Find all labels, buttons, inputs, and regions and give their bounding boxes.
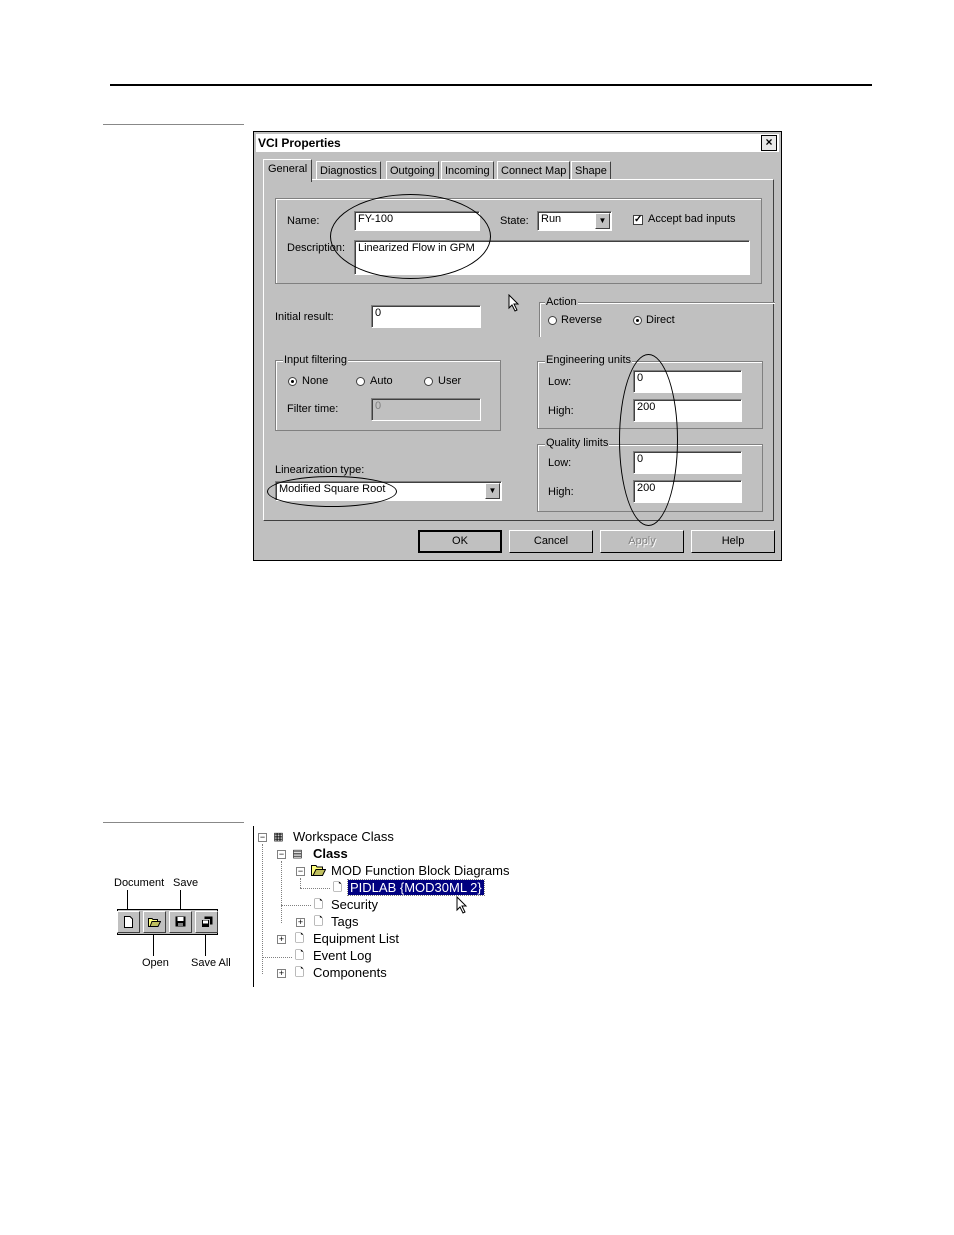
quality-low-input[interactable]: 0	[633, 451, 742, 474]
help-button[interactable]	[691, 530, 775, 553]
action-direct-radio[interactable]	[633, 316, 642, 325]
tab-shape[interactable]: Shape	[571, 161, 611, 180]
cancel-button[interactable]	[509, 530, 593, 553]
mouse-cursor-icon	[456, 896, 468, 914]
tab-incoming[interactable]: Incoming	[441, 161, 494, 180]
annotation-ellipse	[619, 354, 678, 526]
save-button[interactable]	[169, 911, 192, 933]
callout-line	[205, 934, 206, 956]
document-icon: 🗋	[295, 950, 304, 962]
filter-user-label: User	[438, 375, 462, 387]
tree-connector	[300, 878, 301, 888]
tree-connector	[281, 905, 311, 906]
state-value: Run	[541, 213, 562, 225]
initial-result-label: Initial result:	[275, 311, 334, 323]
callout-line	[153, 934, 154, 956]
tree-item-equipment-list[interactable]: Equipment List	[313, 931, 399, 946]
eng-high-input[interactable]: 200	[633, 399, 742, 422]
open-button[interactable]	[143, 911, 166, 933]
page-top-rule	[110, 84, 872, 86]
tab-outgoing[interactable]: Outgoing	[386, 161, 439, 180]
save-callout: Save	[173, 877, 199, 889]
filter-none-label: None	[302, 375, 329, 387]
description-input[interactable]: Linearized Flow in GPM	[354, 240, 750, 275]
filter-time-input[interactable]: 0	[371, 398, 481, 421]
eng-low-input[interactable]: 0	[633, 370, 742, 393]
tab-connect-map[interactable]: Connect Map	[497, 161, 570, 180]
document-icon: 🗋	[333, 882, 342, 894]
save-all-icon	[201, 916, 213, 928]
action-legend: Action	[546, 296, 577, 308]
tree-connector	[262, 957, 292, 958]
expand-toggle[interactable]: +	[278, 968, 285, 978]
accept-bad-inputs-checkbox[interactable]: ✓	[634, 214, 643, 225]
general-tab-panel	[263, 179, 774, 521]
action-reverse-radio[interactable]	[548, 316, 557, 325]
state-label: State:	[500, 215, 529, 227]
apply-button[interactable]	[600, 530, 684, 553]
filter-auto-label: Auto	[370, 375, 393, 387]
workspace-icon: ▦	[273, 831, 284, 843]
ok-button-label: OK	[452, 535, 468, 547]
figure-side-rule	[103, 822, 244, 823]
document-icon: 🗋	[314, 899, 323, 911]
class-icon: ▤	[292, 848, 303, 860]
help-button-label: Help	[721, 535, 745, 547]
quality-high-label: High:	[548, 486, 574, 498]
filter-time-label: Filter time:	[287, 403, 339, 415]
tree-item-tags[interactable]: Tags	[331, 914, 359, 929]
annotation-ellipse	[267, 476, 397, 507]
input-filtering-legend: Input filtering	[284, 354, 347, 366]
document-callout: Document	[114, 877, 165, 889]
accept-bad-inputs-label: Accept bad inputs	[648, 213, 736, 225]
ok-button[interactable]	[418, 530, 502, 553]
expand-toggle[interactable]: +	[278, 934, 285, 944]
linearization-type-value: Modified Square Root	[279, 483, 386, 495]
callout-line	[180, 890, 181, 910]
engineering-units-legend: Engineering units	[546, 354, 632, 366]
collapse-toggle[interactable]: −	[297, 866, 304, 876]
filter-auto-radio[interactable]	[356, 377, 365, 386]
document-icon: 🗋	[295, 933, 304, 945]
tree-connector	[281, 861, 282, 923]
tree-pane-border	[253, 826, 254, 987]
description-label: Description:	[287, 242, 346, 254]
name-label: Name:	[287, 215, 320, 227]
tree-connector	[262, 844, 263, 974]
callout-line	[127, 890, 128, 910]
linearization-type-label: Linearization type:	[275, 464, 365, 476]
new-document-button[interactable]	[117, 911, 140, 933]
action-reverse-label: Reverse	[561, 314, 602, 326]
title-bar	[256, 134, 779, 152]
quality-high-input[interactable]: 200	[633, 480, 742, 503]
dialog-title: VCI Properties	[258, 136, 341, 150]
eng-low-label: Low:	[548, 376, 572, 388]
annotation-ellipse	[330, 194, 491, 279]
expand-toggle[interactable]: +	[297, 917, 304, 927]
tree-item-components[interactable]: Components	[313, 965, 387, 980]
eng-high-label: High:	[548, 405, 574, 417]
folder-open-icon	[311, 864, 326, 876]
close-button[interactable]: ×	[761, 135, 777, 151]
quality-limits-legend: Quality limits	[546, 437, 609, 449]
filter-user-radio[interactable]	[424, 377, 433, 386]
tree-item-security[interactable]: Security	[331, 897, 378, 912]
tree-item-event-log[interactable]: Event Log	[313, 948, 372, 963]
name-input[interactable]: FY-100	[354, 211, 480, 231]
tree-connector	[300, 888, 330, 889]
state-select[interactable]	[537, 211, 612, 231]
chevron-down-icon[interactable]: ▼	[595, 213, 610, 229]
figure-side-rule	[103, 124, 244, 125]
collapse-toggle[interactable]: −	[259, 832, 266, 842]
collapse-toggle[interactable]: −	[278, 849, 285, 859]
initial-result-input[interactable]: 0	[371, 305, 481, 328]
tab-general[interactable]: General	[263, 159, 312, 182]
mouse-cursor-icon	[508, 294, 520, 312]
tree-item-mod-function-block-diagrams[interactable]: MOD Function Block Diagrams	[331, 863, 510, 878]
tree-item-pidlab[interactable]: PIDLAB {MOD30ML 2}	[350, 880, 482, 895]
vci-properties-dialog	[253, 131, 782, 561]
open-callout: Open	[142, 957, 169, 969]
action-direct-label: Direct	[646, 314, 675, 326]
document-icon: 🗋	[295, 967, 304, 979]
document-icon: 🗋	[314, 916, 323, 928]
filter-none-radio[interactable]	[288, 377, 297, 386]
folder-open-icon	[148, 917, 161, 927]
chevron-down-icon[interactable]: ▼	[485, 483, 500, 499]
save-all-callout: Save All	[191, 957, 231, 969]
document-icon	[124, 916, 133, 928]
cancel-button-label: Cancel	[533, 535, 569, 547]
quality-low-label: Low:	[548, 457, 572, 469]
tab-diagnostics[interactable]: Diagnostics	[316, 161, 381, 180]
apply-button-label: Apply	[628, 535, 656, 547]
tree-item-class[interactable]: Class	[313, 846, 348, 861]
floppy-disk-icon	[175, 916, 186, 927]
tree-item-workspace-class[interactable]: Workspace Class	[293, 829, 394, 844]
save-all-button[interactable]	[195, 911, 218, 933]
